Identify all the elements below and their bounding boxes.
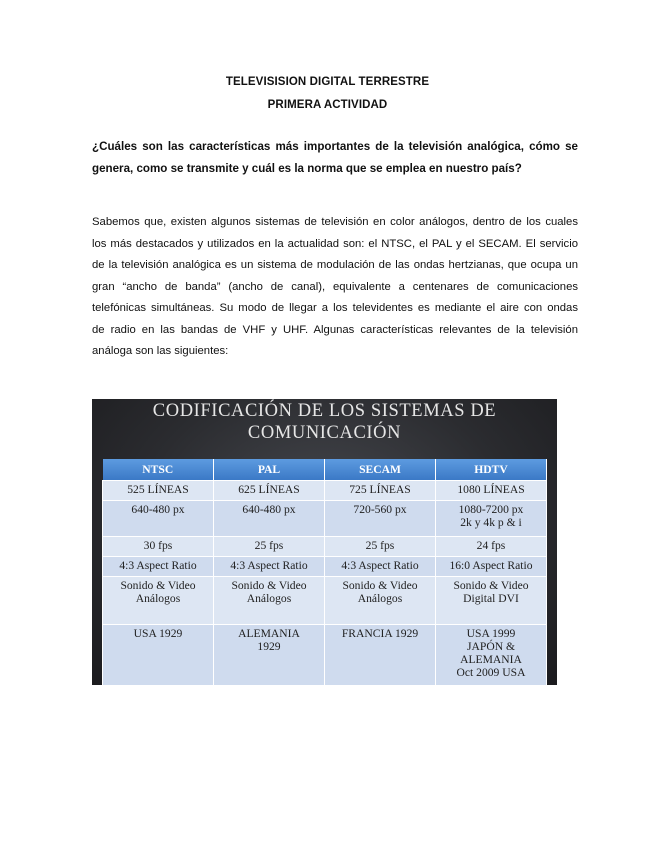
question-line: ¿Cuáles son las características más importantes de la televisión analógica, cómo se	[92, 140, 578, 153]
table-cell: Sonido & Video Digital DVI	[436, 577, 547, 625]
table-cell: Sonido & Video Análogos	[103, 577, 214, 625]
table-cell: 30 fps	[103, 537, 214, 557]
table-cell: 4:3 Aspect Ratio	[103, 557, 214, 577]
table-cell: 625 LÍNEAS	[214, 481, 325, 501]
header-pal: PAL	[214, 459, 325, 481]
paragraph-line: los más destacados y utilizados en la actualidad son: el NTSC, el PAL y el SECAM. El servicio	[92, 237, 578, 250]
table-cell: FRANCIA 1929	[325, 625, 436, 686]
table-cell: 1080-7200 px 2k y 4k p & i	[436, 501, 547, 537]
table-cell: USA 1929	[103, 625, 214, 686]
table-header-row	[103, 459, 547, 481]
document-subtitle: PRIMERA ACTIVIDAD	[267, 99, 388, 111]
table-cell: 24 fps	[436, 537, 547, 557]
systems-table	[102, 459, 547, 685]
table-row	[103, 625, 547, 686]
table-cell: Sonido & Video Análogos	[325, 577, 436, 625]
question	[92, 136, 578, 180]
document-title: TELEVISISION DIGITAL TERRESTRE	[225, 76, 430, 88]
table-row	[103, 557, 547, 577]
table-row	[103, 481, 547, 501]
table-cell: 1080 LÍNEAS	[436, 481, 547, 501]
table-cell: 25 fps	[214, 537, 325, 557]
paragraph-line: análoga son las siguientes:	[92, 345, 229, 357]
paragraph-line: telefónicas simultáneas. Su modo de llegar a los televidentes es mediante el aire con ondas	[92, 302, 578, 314]
figure-title	[92, 400, 557, 444]
table-cell: USA 1999 JAPÓN & ALEMANIA Oct 2009 USA	[436, 625, 547, 686]
table-cell: 640-480 px	[214, 501, 325, 537]
table-row	[103, 501, 547, 537]
table-cell: 4:3 Aspect Ratio	[214, 557, 325, 577]
table-cell: 720-560 px	[325, 501, 436, 537]
table-cell: 16:0 Aspect Ratio	[436, 557, 547, 577]
figure-title-line: CODIFICACIÓN DE LOS SISTEMAS DE	[152, 401, 497, 421]
table-cell: 4:3 Aspect Ratio	[325, 557, 436, 577]
table-row	[103, 577, 547, 625]
body-paragraph	[92, 212, 578, 363]
paragraph-line: Sabemos que, existen algunos sistemas de televisión en color análogos, dentro de los cuales	[92, 216, 578, 228]
table-cell: Sonido & Video Análogos	[214, 577, 325, 625]
table-cell: 525 LÍNEAS	[103, 481, 214, 501]
header-secam: SECAM	[325, 459, 436, 481]
table-cell: 640-480 px	[103, 501, 214, 537]
figure-title-line: COMUNICACIÓN	[247, 423, 402, 443]
paragraph-line: de radio en las bandas de VHF y UHF. Algunas características relevantes de la televisión	[92, 323, 578, 336]
paragraph-line: de la televisión analógica es un sistema de modulación de las ondas hertzianas, que ocupa un	[92, 259, 578, 271]
question-line: genera, como se transmite y cuál es la norma que se emplea en nuestro país?	[92, 162, 522, 175]
paragraph-line: gran “ancho de banda” (ancho de canal), equivalente a centenares de comunicaciones	[92, 280, 578, 293]
table-cell: ALEMANIA 1929	[214, 625, 325, 686]
table-cell: 25 fps	[325, 537, 436, 557]
codification-figure	[92, 399, 557, 685]
header-hdtv: HDTV	[436, 459, 547, 481]
header-ntsc: NTSC	[103, 459, 214, 481]
table-cell: 725 LÍNEAS	[325, 481, 436, 501]
table-row	[103, 537, 547, 557]
